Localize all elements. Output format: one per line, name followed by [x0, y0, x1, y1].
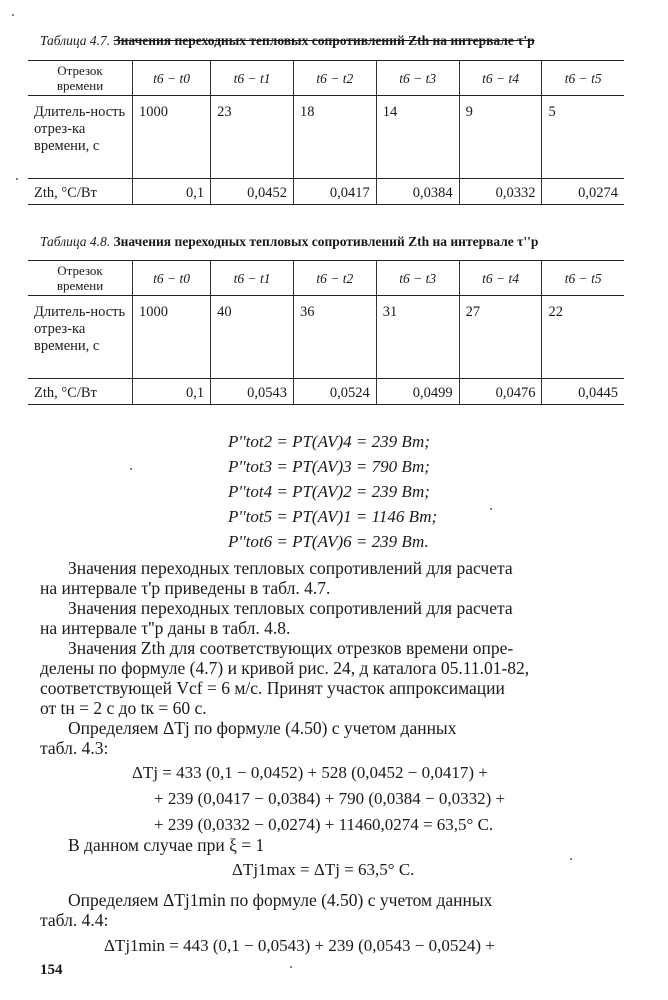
table-4-8: [28, 260, 624, 405]
table-4-8-caption: [40, 234, 538, 250]
zth-cell: 0,1: [133, 379, 211, 405]
scan-speck: [490, 508, 492, 510]
text-line: на интервале τ'р приведены в табл. 4.7.: [40, 578, 331, 598]
text-line: Определяем ΔTj1min по формуле (4.50) с учетом данных: [68, 890, 493, 910]
header-cell: t6 − t2: [293, 61, 376, 96]
header-cell: t6 − t4: [459, 61, 542, 96]
duration-cell: 9: [459, 96, 542, 179]
zth-cell: 0,0452: [211, 179, 294, 205]
duration-cell: 18: [293, 96, 376, 179]
header-cell: Отрезок времени: [28, 61, 133, 96]
text-line: Значения Zth для соответствующих отрезков времени опре-: [68, 638, 514, 658]
header-cell: t6 − t4: [459, 261, 542, 296]
text-line: соответствующей Vcf = 6 м/с. Принят участок аппроксимации: [40, 678, 505, 698]
row-label: Zth, °С/Вт: [28, 179, 133, 205]
duration-cell: 23: [211, 96, 294, 179]
table-4-7-duration-row: [28, 96, 624, 179]
table-4-7-title: Значения переходных тепловых сопротивлений Zth на интервале τ'р: [113, 33, 535, 48]
paragraph-2: [40, 598, 624, 638]
table-4-8-header-row: [28, 261, 624, 296]
zth-cell: 0,0274: [542, 179, 624, 205]
duration-cell: 5: [542, 96, 624, 179]
text-line: делены по формуле (4.7) и кривой рис. 24, д каталога 05.11.01-82,: [40, 658, 530, 678]
header-cell: t6 − t1: [211, 61, 294, 96]
paragraph-5: [40, 835, 624, 855]
header-cell: t6 − t5: [542, 61, 624, 96]
row-label: Длитель-ность отрез-ка времени, с: [34, 104, 126, 154]
power-equation: P''tot5 = PT(AV)1 = 1146 Вт;: [228, 507, 438, 526]
duration-cell: 36: [293, 296, 376, 379]
table-4-7-zth-row: [28, 179, 624, 205]
duration-cell: 1000: [133, 296, 211, 379]
paragraph-6: [40, 890, 624, 930]
header-cell: t6 − t3: [376, 261, 459, 296]
text-line: В данном случае при ξ = 1: [68, 835, 265, 855]
row-label: Длитель-ность отрез-ка времени, с: [34, 304, 126, 354]
page-number: 154: [40, 962, 63, 978]
text-line: Определяем ΔTj по формуле (4.50) с учетом данных: [68, 718, 457, 738]
text-line: табл. 4.3:: [40, 738, 109, 758]
header-cell: t6 − t3: [376, 61, 459, 96]
power-equation: P''tot2 = PT(AV)4 = 239 Вт;: [228, 432, 430, 451]
zth-cell: 0,0499: [376, 379, 459, 405]
header-cell: t6 − t0: [133, 61, 211, 96]
scan-speck: [130, 468, 132, 470]
table-4-7-header-row: [28, 61, 624, 96]
duration-cell: 27: [459, 296, 542, 379]
table-4-7-label: Таблица 4.7.: [40, 33, 111, 48]
zth-cell: 0,0384: [376, 179, 459, 205]
header-cell: t6 − t1: [211, 261, 294, 296]
zth-cell: 0,0476: [459, 379, 542, 405]
row-label: Zth, °С/Вт: [28, 379, 133, 405]
duration-cell: 40: [211, 296, 294, 379]
header-cell: t6 − t2: [293, 261, 376, 296]
table-4-8-title: Значения переходных тепловых сопротивлений Zth на интервале τ''р: [113, 234, 539, 249]
text-line: Значения переходных тепловых сопротивлений для расчета: [68, 598, 513, 618]
duration-cell: 31: [376, 296, 459, 379]
power-equation: P''tot4 = PT(AV)2 = 239 Вт;: [228, 482, 430, 501]
power-equation: P''tot3 = PT(AV)3 = 790 Вт;: [228, 457, 430, 476]
formula-dtj1max: ΔTj1max = ΔTj = 63,5° С.: [232, 860, 415, 879]
zth-cell: 0,0332: [459, 179, 542, 205]
text-line: табл. 4.4:: [40, 910, 109, 930]
text-line: на интервале τ''р даны в табл. 4.8.: [40, 618, 291, 638]
zth-cell: 0,1: [133, 179, 211, 205]
power-equation: P''tot6 = PT(AV)6 = 239 Вт.: [228, 532, 429, 551]
text-line: от tн = 2 с до tк = 60 с.: [40, 698, 207, 718]
scan-speck: [16, 178, 18, 180]
duration-cell: 14: [376, 96, 459, 179]
table-4-8-label: Таблица 4.8.: [40, 234, 111, 249]
header-cell: t6 − t0: [133, 261, 211, 296]
table-4-8-duration-row: [28, 296, 624, 379]
paragraph-4: [40, 718, 624, 758]
table-4-7: [28, 60, 624, 205]
formula-line: + 239 (0,0332 − 0,0274) + 11460,0274 = 63,5° С.: [154, 815, 494, 834]
header-cell: Отрезок времени: [28, 261, 133, 296]
formula-line: + 239 (0,0417 − 0,0384) + 790 (0,0384 − 0,0332) +: [154, 789, 506, 808]
formula-dtj1min: ΔTj1min = 443 (0,1 − 0,0543) + 239 (0,0543 − 0,0524) +: [104, 936, 495, 955]
paragraph-1: [40, 558, 624, 598]
header-cell: t6 − t5: [542, 261, 624, 296]
formula-line: ΔTj = 433 (0,1 − 0,0452) + 528 (0,0452 − 0,0417) +: [132, 763, 488, 782]
zth-cell: 0,0445: [542, 379, 624, 405]
table-4-7-caption: [40, 33, 535, 49]
scan-speck: [12, 14, 14, 16]
zth-cell: 0,0543: [211, 379, 294, 405]
paragraph-3: [40, 638, 624, 718]
table-4-8-zth-row: [28, 379, 624, 405]
scan-speck: [570, 858, 572, 860]
zth-cell: 0,0417: [293, 179, 376, 205]
duration-cell: 1000: [133, 96, 211, 179]
text-line: Значения переходных тепловых сопротивлений для расчета: [68, 558, 513, 578]
zth-cell: 0,0524: [293, 379, 376, 405]
scan-speck: [290, 966, 292, 968]
duration-cell: 22: [542, 296, 624, 379]
